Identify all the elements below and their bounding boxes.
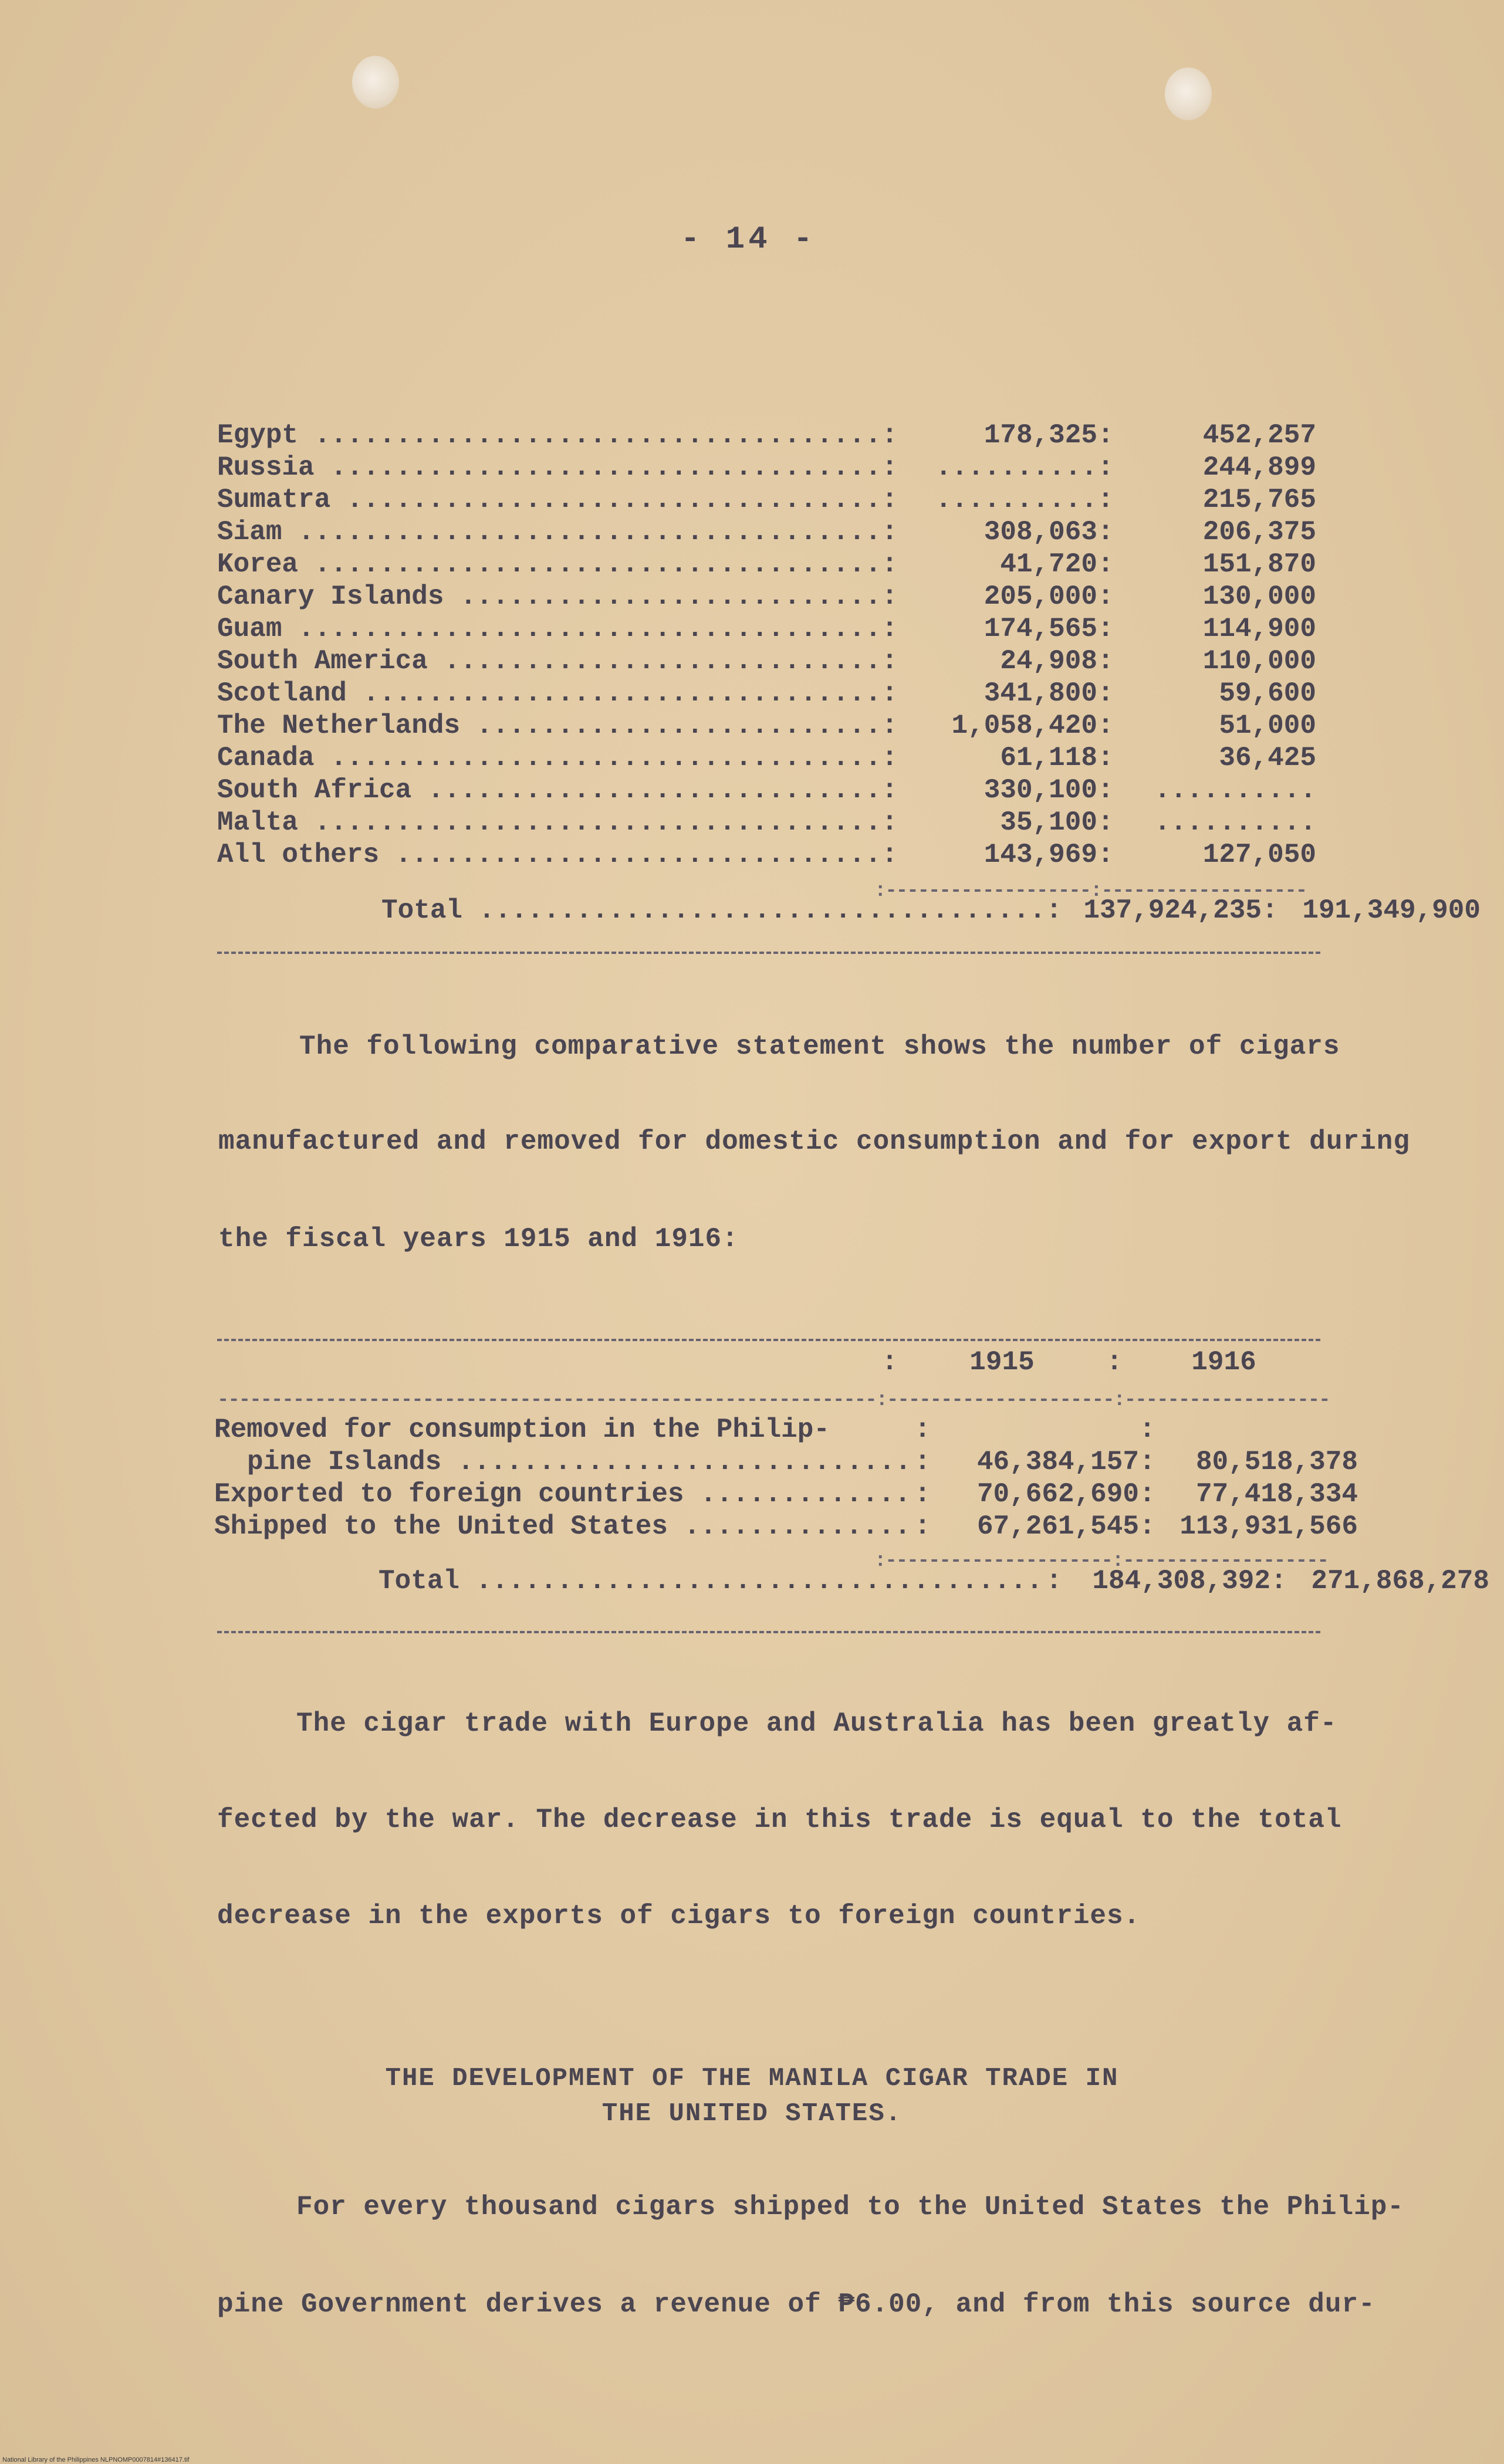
value-1916: 77,418,334 [1195, 1479, 1358, 1509]
value-1916: 51,000 [1219, 710, 1316, 741]
table-row: The Netherlands ..... : 1,058,420 : 51,000 [217, 710, 1316, 742]
subtotal-rule: :---------------------:------------------- [874, 1550, 1328, 1572]
section-heading-line-2: THE UNITED STATES. [601, 2099, 903, 2128]
total-1915: 137,924,235 [1083, 895, 1262, 926]
table-row: All others ..... : 143,969 : 127,050 [217, 839, 1316, 871]
value-1916: .......... [1154, 775, 1316, 805]
row-label: Siam ..... [217, 516, 881, 549]
value-1915: 330,100 [983, 775, 1097, 805]
cigars-total [214, 1565, 1489, 1597]
value-1915: 178,325 [983, 420, 1097, 451]
row-label: All others ..... [217, 839, 881, 871]
row-label: pine Islands ..... [214, 1446, 914, 1478]
value-1915: 67,261,545 [976, 1511, 1139, 1542]
row-label: Canary Islands ..... [217, 581, 881, 613]
table-row: Scotland ..... : 341,800 : 59,600 [217, 678, 1316, 710]
row-label: Shipped to the United States ..... [214, 1511, 914, 1543]
paragraph-line: decrease in the exports of cigars to foreign countries. [217, 1901, 1141, 1931]
value-1916: 110,000 [1202, 646, 1316, 676]
paragraph-line: pine Government derives a revenue of ₱6.00, and from this source dur- [217, 2289, 1375, 2320]
table-row: Exported to foreign countries ..... : 70,662,690 : 77,418,334 [214, 1478, 1358, 1511]
row-label: Scotland ..... [217, 678, 881, 710]
table-row: Russia ..... : .......... : 244,899 [217, 452, 1316, 484]
value-1915: 205,000 [983, 581, 1097, 612]
table-row: pine Islands ..... : 46,384,157 : 80,518,378 [214, 1446, 1358, 1478]
value-1916: 113,931,566 [1179, 1511, 1358, 1542]
value-1916: 36,425 [1219, 743, 1316, 773]
paragraph-line: fected by the war. The decrease in this trade is equal to the total [217, 1805, 1342, 1835]
total-label: Total ..... [214, 1565, 1046, 1597]
table-row: Guam ..... : 174,565 : 114,900 [217, 613, 1316, 645]
value-1916: 130,000 [1202, 581, 1316, 612]
table-bottom-rule [217, 1631, 1320, 1633]
countries-total [217, 895, 1481, 927]
row-label: The Netherlands ..... [217, 710, 881, 742]
value-1915: 308,063 [983, 517, 1097, 547]
countries-table [217, 419, 1316, 871]
value-1916: 80,518,378 [1195, 1447, 1358, 1477]
total-label: Total ..... [217, 895, 1046, 927]
punch-hole-left [352, 56, 399, 109]
row-label: Removed for consumption in the Philip- [214, 1414, 830, 1445]
value-1915: .......... [935, 452, 1097, 483]
value-1915: 46,384,157 [976, 1447, 1139, 1477]
paragraph-line: The cigar trade with Europe and Australia has been greatly af- [296, 1708, 1337, 1739]
value-1915: 41,720 [1000, 549, 1097, 580]
table-row: South America ..... : 24,908 : 110,000 [217, 645, 1316, 678]
value-1915: 24,908 [1000, 646, 1097, 676]
paragraph-line: manufactured and removed for domestic consumption and for export during [218, 1126, 1410, 1157]
header-rule: -------------------------------------------------------------:---------------------:------------------- [217, 1389, 1330, 1412]
value-1916: 206,375 [1202, 517, 1316, 547]
row-label: Egypt ..... [217, 419, 881, 452]
value-1916: 215,765 [1202, 485, 1316, 515]
row-label: Korea ..... [217, 549, 881, 581]
punch-hole-right [1165, 67, 1212, 120]
table-row: Egypt ..... : 178,325 : 452,257 [217, 419, 1316, 452]
value-1915: 61,118 [1000, 743, 1097, 773]
total-1916: 271,868,278 [1311, 1566, 1489, 1596]
table-row: Canada ..... : 61,118 : 36,425 [217, 742, 1316, 774]
value-1915: 174,565 [983, 614, 1097, 644]
row-label: Russia ..... [217, 452, 881, 484]
table-row: Shipped to the United States ..... : 67,261,545 : 113,931,566 [214, 1511, 1358, 1543]
table-row: South Africa ..... : 330,100 : .......... [217, 774, 1316, 807]
header-row: : 1915 : 1916 [214, 1346, 1325, 1379]
row-label: Exported to foreign countries ..... [214, 1478, 914, 1511]
table-row: Siam ..... : 308,063 : 206,375 [217, 516, 1316, 549]
header-1915: 1915 [969, 1347, 1035, 1377]
value-1916: 114,900 [1202, 614, 1316, 644]
table-row: Sumatra ..... : .......... : 215,765 [217, 484, 1316, 516]
value-1916: 452,257 [1202, 420, 1316, 451]
table-row: Canary Islands ..... : 205,000 : 130,000 [217, 581, 1316, 613]
row-label: Canada ..... [217, 742, 881, 774]
table-row: Removed for consumption in the Philip- : : [214, 1414, 1155, 1445]
header-1916: 1916 [1191, 1347, 1256, 1377]
paragraph-line: the fiscal years 1915 and 1916: [218, 1224, 739, 1254]
page-number: - 14 - [681, 222, 816, 258]
value-1915: 70,662,690 [976, 1479, 1139, 1509]
total-row: Total ..... : 137,924,235 : 191,349,900 [217, 895, 1481, 927]
total-1915: 184,308,392 [1092, 1566, 1270, 1596]
section-heading-line-1: THE DEVELOPMENT OF THE MANILA CIGAR TRADE IN [385, 2064, 1119, 2093]
value-1916: 127,050 [1202, 840, 1316, 870]
cigars-table-header [214, 1346, 1325, 1379]
row-label: South America ..... [217, 645, 881, 678]
value-1915: 1,058,420 [951, 710, 1097, 741]
row-label: South Africa ..... [217, 774, 881, 807]
row-label: Sumatra ..... [217, 484, 881, 516]
value-1916: .......... [1154, 807, 1316, 838]
value-1916: 151,870 [1202, 549, 1316, 580]
value-1915: 35,100 [1000, 807, 1097, 838]
total-row: Total ..... : 184,308,392 : 271,868,278 [214, 1565, 1489, 1597]
table-row: Malta ..... : 35,100 : .......... [217, 807, 1316, 839]
paragraph-line: For every thousand cigars shipped to the United States the Philip- [296, 2192, 1404, 2222]
subtotal-rule: :-------------------:------------------- [874, 880, 1307, 902]
value-1916: 244,899 [1202, 452, 1316, 483]
cigars-table [214, 1414, 1358, 1543]
value-1916: 59,600 [1219, 678, 1316, 709]
row-label: Malta ..... [217, 807, 881, 839]
row-label: Guam ..... [217, 613, 881, 645]
total-1916: 191,349,900 [1302, 895, 1481, 926]
value-1915: 143,969 [983, 840, 1097, 870]
table-top-rule [217, 1339, 1320, 1341]
table-bottom-rule [217, 952, 1320, 954]
value-1915: .......... [935, 485, 1097, 515]
value-1915: 341,800 [983, 678, 1097, 709]
table-row: Korea ..... : 41,720 : 151,870 [217, 549, 1316, 581]
paragraph-line: The following comparative statement shows the number of cigars [299, 1031, 1340, 1062]
archive-footer: National Library of the Philippines NLPNOMP0007814#136417.tif [2, 2456, 190, 2463]
